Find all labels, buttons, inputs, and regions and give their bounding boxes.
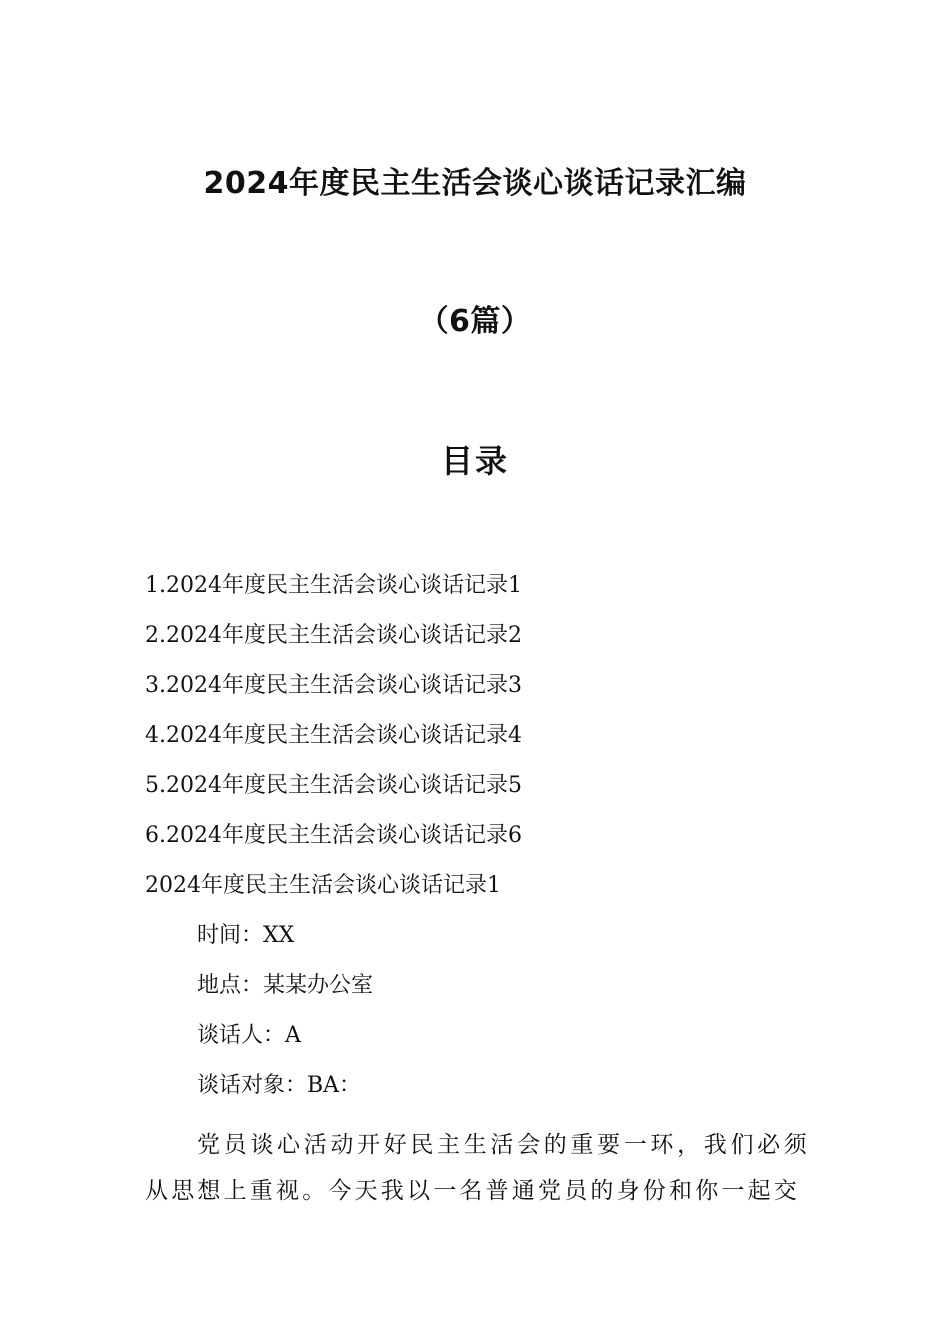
target-line: 谈话对象：BA： bbox=[197, 1073, 362, 1098]
body-content bbox=[145, 868, 825, 1214]
toc-item-3[interactable]: 3.2024年度民主生活会谈心谈话记录3 bbox=[145, 673, 522, 698]
toc-item-2[interactable]: 2.2024年度民主生活会谈心谈话记录2 bbox=[145, 623, 522, 648]
toc-heading: 目录 bbox=[440, 442, 509, 480]
table-of-contents bbox=[145, 568, 522, 868]
toc-item-6[interactable]: 6.2024年度民主生活会谈心谈话记录6 bbox=[145, 823, 522, 848]
section-heading: 2024年度民主生活会谈心谈话记录1 bbox=[145, 873, 501, 898]
speaker-line: 谈话人：A bbox=[197, 1023, 301, 1048]
toc-item-5[interactable]: 5.2024年度民主生活会谈心谈话记录5 bbox=[145, 773, 522, 798]
toc-item-4[interactable]: 4.2024年度民主生活会谈心谈话记录4 bbox=[145, 723, 522, 748]
toc-item-1[interactable]: 1.2024年度民主生活会谈心谈话记录1 bbox=[145, 573, 522, 598]
time-line: 时间：XX bbox=[197, 923, 295, 948]
location-line: 地点：某某办公室 bbox=[197, 973, 374, 998]
document-title: 2024年度民主生活会谈心谈话记录汇编 bbox=[203, 166, 747, 201]
body-paragraph: 党员谈心活动开好民主生活会的重要一环，我们必须从思想上重视。今天我以一名普通党员的身份和你一起交 bbox=[145, 1132, 810, 1204]
document-subtitle: （6篇） bbox=[418, 304, 532, 339]
